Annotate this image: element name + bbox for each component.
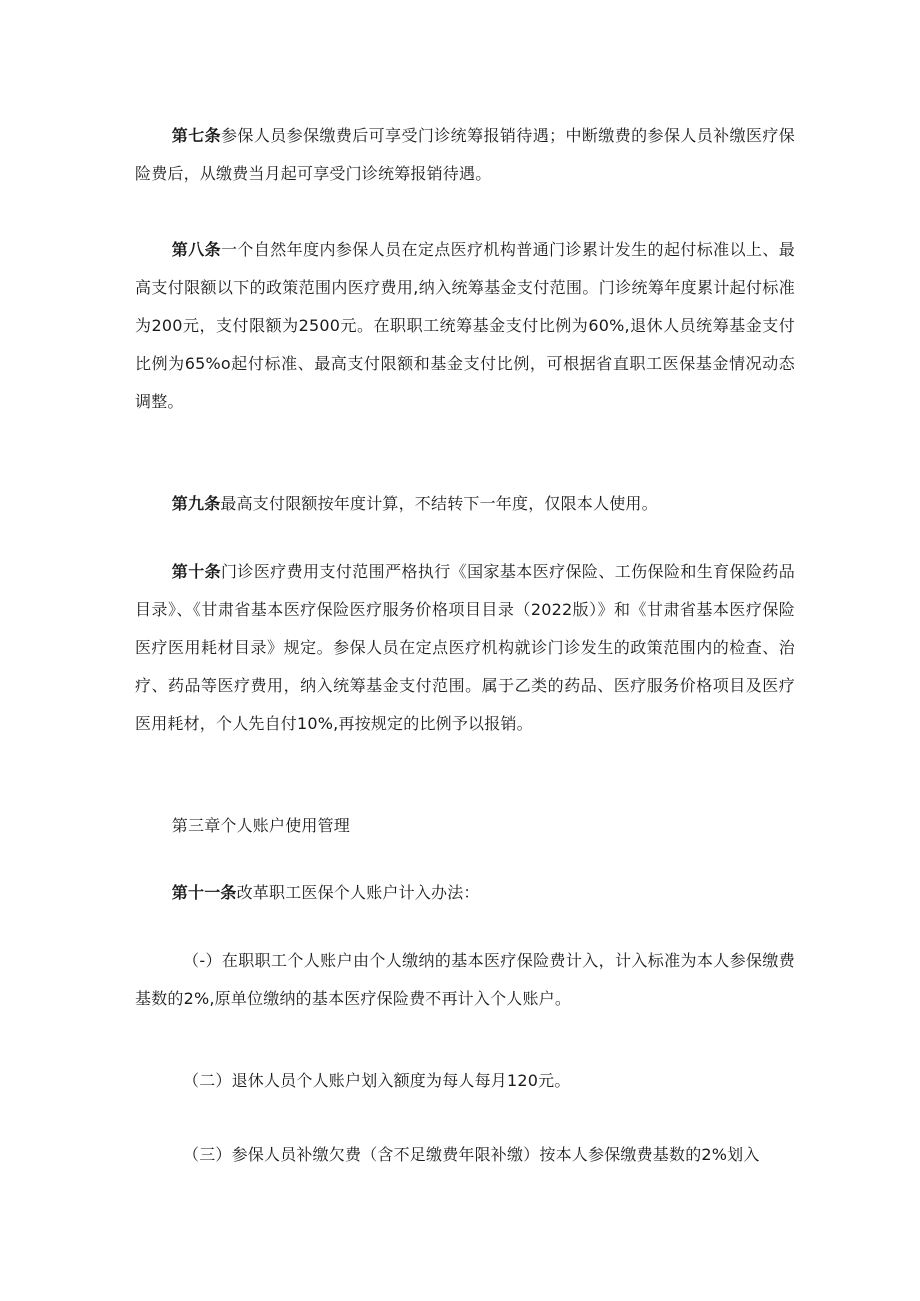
article-9-text: 最高支付限额按年度计算，不结转下一年度，仅限本人使用。 bbox=[220, 494, 658, 513]
article-7-label: 第七条 bbox=[171, 126, 222, 145]
item-1-paragraph bbox=[135, 942, 795, 1018]
chapter-3-title: 第三章个人账户使用管理 bbox=[171, 816, 350, 835]
article-11-label: 第十一条 bbox=[171, 883, 237, 902]
article-10-paragraph bbox=[135, 553, 795, 743]
article-8-paragraph bbox=[135, 231, 795, 421]
article-7-paragraph bbox=[135, 117, 795, 193]
article-9-paragraph bbox=[135, 485, 795, 523]
article-11-paragraph bbox=[135, 874, 795, 912]
article-10-text: 门诊医疗费用支付范围严格执行《国家基本医疗保险、工伤保险和生育保险药品目录》、《甘肃省基本医疗保险医疗服务价格项目目录（2022版）》和《甘肃省基本医疗保险医疗医用耗材目录》规定。参保人员在定点医疗机构就诊门诊发生的政策范围内的检查、治疗、药品等医疗费用，纳入统筹基金支付范围。属于乙类的药品、医疗服务价格项目及医疗医用耗材，个人先自付10%,再按规定的比例予以报销。 bbox=[135, 562, 795, 733]
article-11-text: 改革职工医保个人账户计入办法： bbox=[236, 883, 480, 902]
article-8-label: 第八条 bbox=[171, 240, 222, 259]
item-2-text: （二）退休人员个人账户划入额度为每人每月120元。 bbox=[183, 1071, 571, 1090]
item-3-paragraph bbox=[135, 1136, 795, 1174]
article-10-label: 第十条 bbox=[171, 562, 222, 581]
chapter-3-heading bbox=[135, 807, 795, 845]
item-1-text: （-）在职职工个人账户由个人缴纳的基本医疗保险费计入，计入标准为本人参保缴费基数的2%,原单位缴纳的基本医疗保险费不再计入个人账户。 bbox=[135, 951, 795, 1008]
article-9-label: 第九条 bbox=[171, 494, 221, 513]
item-3-text: （三）参保人员补缴欠费（含不足缴费年限补缴）按本人参保缴费基数的2%划入 bbox=[183, 1145, 760, 1164]
article-7-text: 参保人员参保缴费后可享受门诊统筹报销待遇；中断缴费的参保人员补缴医疗保险费后，从缴费当月起可享受门诊统筹报销待遇。 bbox=[135, 126, 795, 183]
article-8-text: 一个自然年度内参保人员在定点医疗机构普通门诊累计发生的起付标准以上、最高支付限额以下的政策范围内医疗费用,纳入统筹基金支付范围。门诊统筹年度累计起付标准为200元，支付限额为2500元。在职职工统筹基金支付比例为60%,退休人员统筹基金支付比例为65%o起付标准、最高支付限额和基金支付比例，可根据省直职工医保基金情况动态调整。 bbox=[135, 240, 795, 411]
item-2-paragraph bbox=[135, 1062, 795, 1100]
